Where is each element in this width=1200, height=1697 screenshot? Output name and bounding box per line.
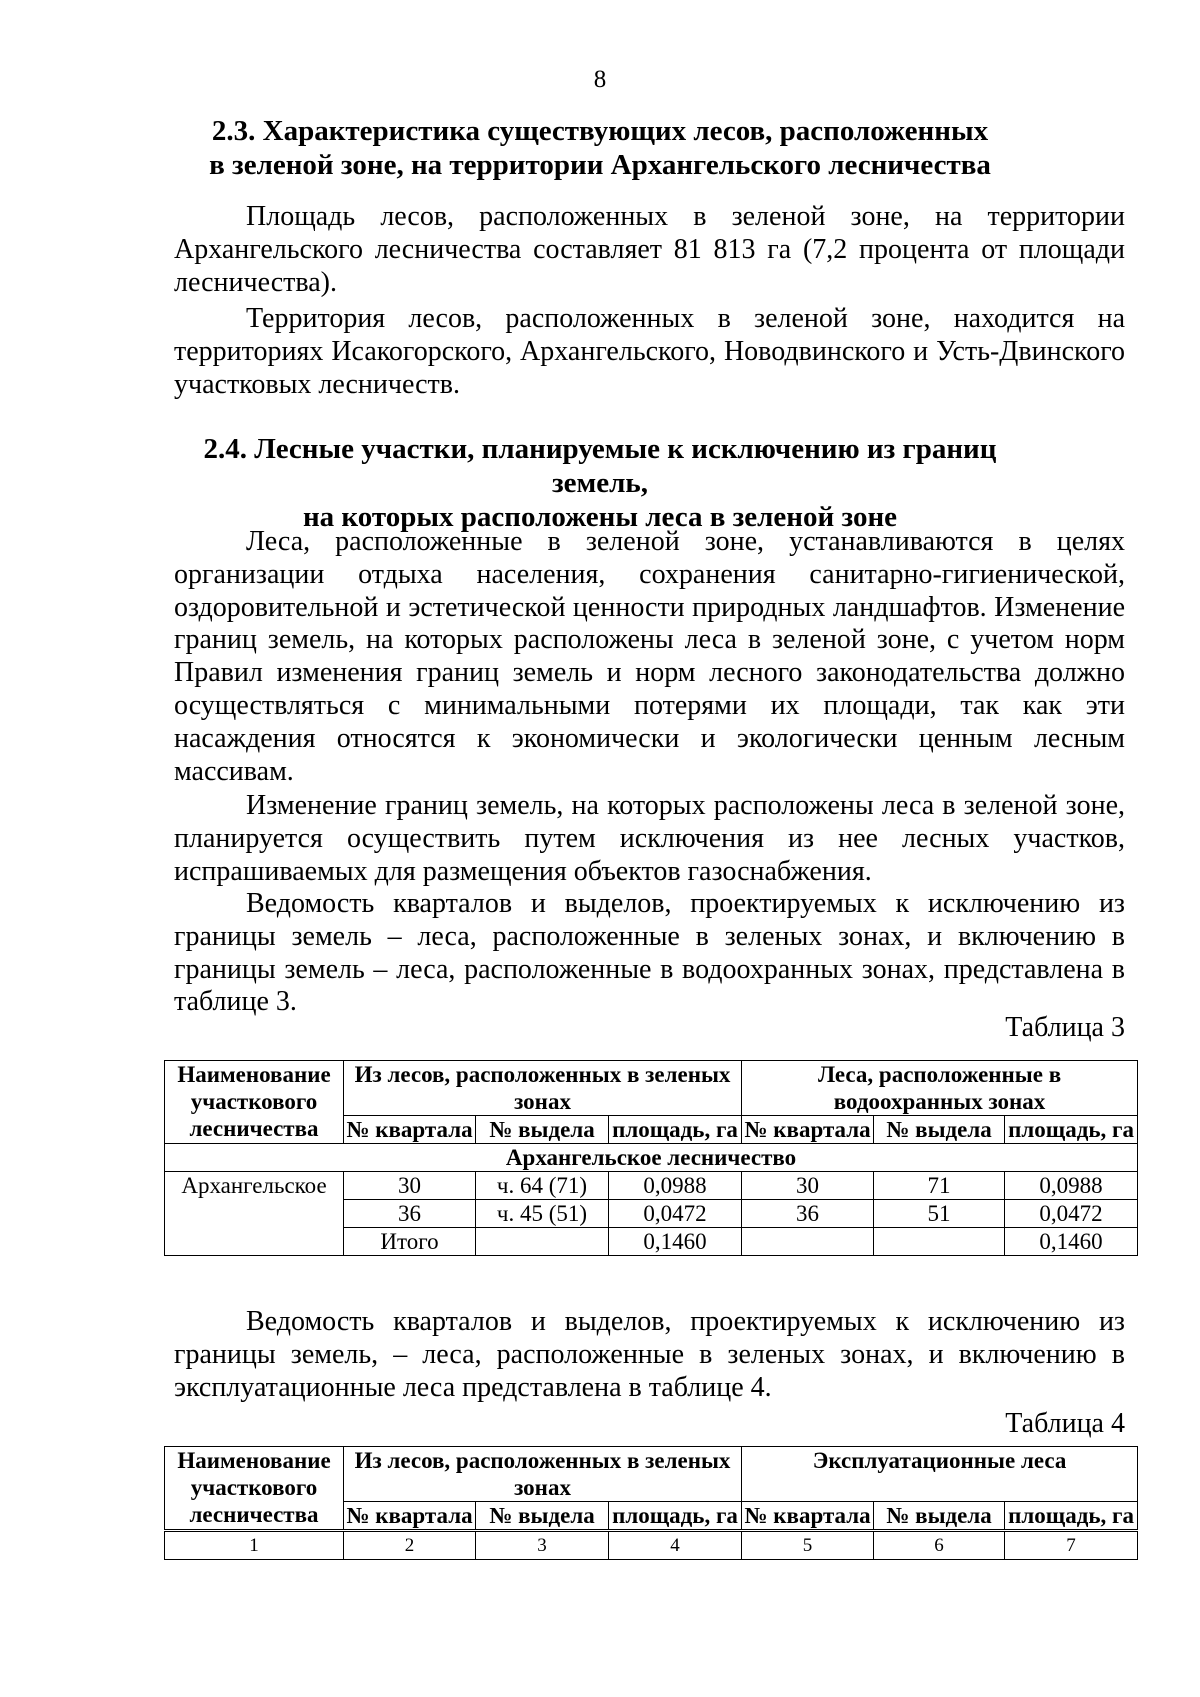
- table-3: [164, 1060, 1138, 1256]
- header-group-left: Из лесов, расположенных в зеленых зонах: [344, 1447, 742, 1502]
- section-label: Архангельское лесничество: [165, 1144, 1138, 1172]
- total-area-right: 0,1460: [1005, 1228, 1138, 1256]
- paragraph: Ведомость кварталов и выделов, проектируемых к исключению из границы земель, – леса, расположенные в зеленых зонах, и включению в эксплуатационные леса представлена в таблице 4.: [174, 1306, 1125, 1403]
- cell: 30: [742, 1172, 874, 1200]
- cell: ч. 45 (51): [476, 1200, 609, 1228]
- header-forestry: Наименование участкового лесничества: [165, 1447, 344, 1531]
- paragraph: Ведомость кварталов и выделов, проектируемых к исключению из границы земель – леса, расположенные в зеленых зонах, и включению в границы земель – леса, расположенные в водоохранных зонах, представлена в таблице 3.: [174, 888, 1125, 1018]
- table-caption: Таблица 3: [1005, 1012, 1125, 1043]
- cell: 36: [742, 1200, 874, 1228]
- cell: 36: [344, 1200, 476, 1228]
- column-number: 6: [874, 1531, 1005, 1560]
- cell: ч. 64 (71): [476, 1172, 609, 1200]
- header-kvartal: № квартала: [344, 1116, 476, 1144]
- header-vydel: № выдела: [874, 1116, 1005, 1144]
- header-kvartal: № квартала: [742, 1116, 874, 1144]
- column-number: 5: [742, 1531, 874, 1560]
- cell: 0,0988: [1005, 1172, 1138, 1200]
- cell: 0,0988: [609, 1172, 742, 1200]
- header-vydel: № выдела: [476, 1116, 609, 1144]
- header-area: площадь, га: [609, 1502, 742, 1531]
- cell: 30: [344, 1172, 476, 1200]
- heading-line: 2.4. Лесные участки, планируемые к исключению из границ земель,: [203, 433, 997, 499]
- table-header-row: [165, 1061, 1138, 1116]
- table-row: [165, 1172, 1138, 1200]
- cell: 71: [874, 1172, 1005, 1200]
- header-kvartal: № квартала: [344, 1502, 476, 1531]
- heading-line: в зеленой зоне, на территории Архангельского лесничества: [209, 149, 991, 181]
- cell: 51: [874, 1200, 1005, 1228]
- table-section-row: [165, 1144, 1138, 1172]
- header-vydel: № выдела: [476, 1502, 609, 1531]
- column-number: 1: [165, 1531, 344, 1560]
- paragraph: Территория лесов, расположенных в зеленой зоне, находится на территориях Исакогорского, Архангельского, Новодвинского и Усть-Двинского участковых лесничеств.: [174, 303, 1125, 400]
- cell: 0,0472: [1005, 1200, 1138, 1228]
- cell: 0,0472: [609, 1200, 742, 1228]
- header-area: площадь, га: [609, 1116, 742, 1144]
- column-number: 7: [1005, 1531, 1138, 1560]
- table-4: [164, 1446, 1138, 1560]
- total-label: Итого: [344, 1228, 476, 1256]
- header-vydel: № выдела: [874, 1502, 1005, 1531]
- column-number-row: [165, 1531, 1138, 1560]
- forestry-name: Архангельское: [165, 1172, 344, 1256]
- table-caption: Таблица 4: [1005, 1408, 1125, 1439]
- paragraph: Леса, расположенные в зеленой зоне, устанавливаются в целях организации отдыха населения, сохранения санитарно-гигиенической, оздоровительной и эстетической ценности природных ландшафтов. Изменение границ земель, на которых расположены леса в зеленой зоне, с учетом норм Правил изменения границ земель и норм лесного законодательства должно осуществляться с минимальными потерями их площади, так как эти насаждения относятся к экономически и экологически ценным лесным массивам.: [174, 526, 1125, 787]
- section-heading-2-4: [160, 432, 1040, 534]
- header-area: площадь, га: [1005, 1116, 1138, 1144]
- header-group-right: Леса, расположенные в водоохранных зонах: [742, 1061, 1138, 1116]
- cell: [874, 1228, 1005, 1256]
- header-forestry: Наименование участкового лесничества: [165, 1061, 344, 1144]
- header-group-right: Эксплуатационные леса: [742, 1447, 1138, 1502]
- column-number: 4: [609, 1531, 742, 1560]
- section-heading-2-3: [160, 114, 1040, 182]
- cell: [476, 1228, 609, 1256]
- header-area: площадь, га: [1005, 1502, 1138, 1531]
- column-number: 3: [476, 1531, 609, 1560]
- cell: [742, 1228, 874, 1256]
- header-kvartal: № квартала: [742, 1502, 874, 1531]
- paragraph: Площадь лесов, расположенных в зеленой зоне, на территории Архангельского лесничества составляет 81 813 га (7,2 процента от площади лесничества).: [174, 201, 1125, 298]
- heading-line: на которых расположены леса в зеленой зоне: [302, 501, 898, 533]
- paragraph: Изменение границ земель, на которых расположены леса в зеленой зоне, планируется осуществить путем исключения из нее лесных участков, испрашиваемых для размещения объектов газоснабжения.: [174, 790, 1125, 887]
- table-header-row: [165, 1447, 1138, 1502]
- page-number: 8: [593, 66, 607, 93]
- header-group-left: Из лесов, расположенных в зеленых зонах: [344, 1061, 742, 1116]
- total-area-left: 0,1460: [609, 1228, 742, 1256]
- column-number: 2: [344, 1531, 476, 1560]
- heading-line: 2.3. Характеристика существующих лесов, расположенных: [211, 115, 989, 147]
